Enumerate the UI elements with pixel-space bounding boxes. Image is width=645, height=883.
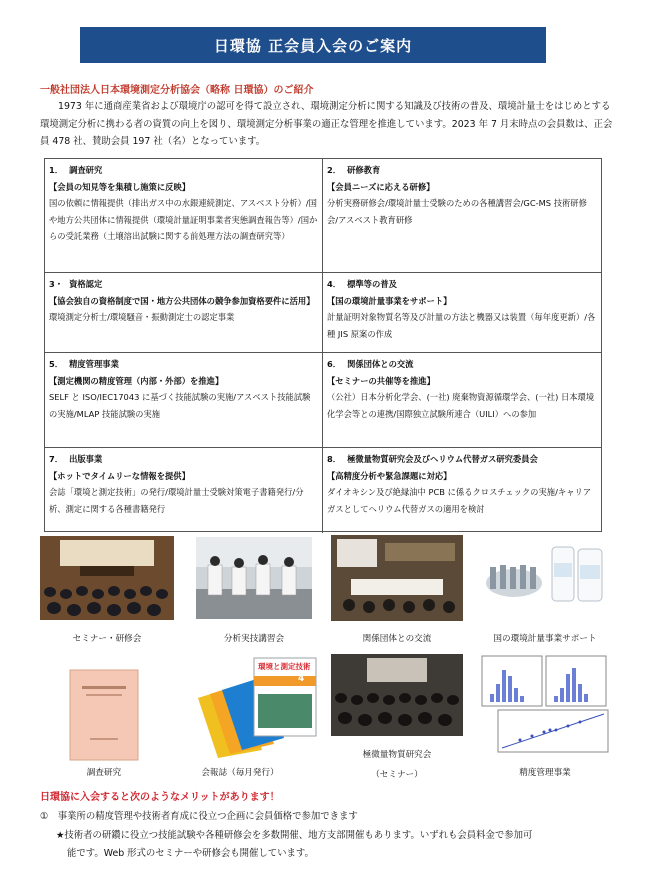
activity-title: 出版事業 xyxy=(69,454,103,464)
activity-number: 3・ xyxy=(49,279,64,289)
activity-body: 分析実務研修会/環境計量士受験のための各種講習会/GC-MS 技術研修会/アスベスト教育研修 xyxy=(327,198,587,225)
caption-exchange: 関係団体との交流 xyxy=(362,634,432,644)
intro-body: 1973 年に通商産業省および環境庁の認可を得て設立され、環境測定分析に関する知識及び技術の普及、環境計量士をはじめとする環境測定分析に携わる者の資質の向上を図り、環境測定分析事業の適正な管理を推進しています。2023 年 7 月末時点の会員数は、正会員 478 社、賛助会員 197 社（名）となっています。 xyxy=(40,101,613,147)
caption-trace-1: 極微量物質研究会 xyxy=(362,750,432,760)
activity-subtitle: 【協会独自の資格制度で国・地方公共団体の競争参加資格要件に活用】 xyxy=(49,295,315,306)
trace-seminar-photo xyxy=(331,654,463,736)
caption-journal: 会報誌（毎月発行） xyxy=(201,768,279,778)
activity-title: 極微量物質研究会及びヘリウム代替ガス研究委員会 xyxy=(347,454,538,464)
research-report-image xyxy=(68,668,140,762)
activity-title: 関係団体との交流 xyxy=(347,359,414,369)
national-photo xyxy=(482,537,606,607)
activity-number: 7． xyxy=(49,454,64,464)
activity-cell-7 xyxy=(45,448,323,533)
benefit-detail-line-1: ★技術者の研鑽に役立つ技能試験や各種研修会を多数開催、地方支部開催もあります。いずれも会員料金で参加可 xyxy=(56,830,533,841)
activity-body: 会誌「環境と測定技術」の発行/環境計量士受験対策電子書籍発行/分析、測定に関する各種書籍発行 xyxy=(49,487,304,514)
activity-body: 国の依頼に情報提供（排出ガス中の水銀連続測定、アスベスト分析）/国や地方公共団体に情報提供（環境計量証明事業者実態調査報告等）/国からの受託業務（土壌溶出試験に関する前処理方法の調査研究等） xyxy=(49,198,318,241)
journal-cover-number: 4 xyxy=(298,674,305,684)
activity-title: 研修教育 xyxy=(347,165,381,175)
activity-cell-1 xyxy=(45,159,323,273)
quality-charts-image xyxy=(480,654,610,754)
activity-number: 5． xyxy=(49,359,64,369)
activity-number: 2． xyxy=(327,165,342,175)
activity-title: 標準等の普及 xyxy=(347,279,397,289)
caption-quality: 精度管理事業 xyxy=(519,768,571,778)
activity-subtitle: 【測定機関の精度管理（内部・外部）を推進】 xyxy=(49,375,224,386)
caption-seminar: セミナー・研修会 xyxy=(72,634,142,644)
seminar-photo xyxy=(40,536,174,620)
benefits-heading: 日環協に入会すると次のようなメリットがあります！ xyxy=(40,792,280,803)
caption-national: 国の環境計量事業サポート xyxy=(493,634,597,644)
activity-subtitle: 【高精度分析や緊急課題に対応】 xyxy=(327,470,452,481)
activity-body: ダイオキシン及び絶縁油中 PCB に係るクロスチェックの実施/キャリアガスとしてヘリウム代替ガスの適用を検討 xyxy=(327,487,592,514)
activity-title: 資格認定 xyxy=(69,279,103,289)
activity-title: 精度管理事業 xyxy=(69,359,119,369)
intro-heading: 一般社団法人日本環境測定分析協会（略称 日環協）のご紹介 xyxy=(40,85,314,96)
activity-body: （公社）日本分析化学会、(一社) 廃棄物資源循環学会、(一社) 日本環境化学会等との連携/国際独立試験所連合（UILI）への参加 xyxy=(327,392,595,419)
activity-cell-2 xyxy=(323,159,601,273)
activity-subtitle: 【会員の知見等を集積し施策に反映】 xyxy=(49,181,191,192)
activity-number: 1． xyxy=(49,165,64,175)
caption-research: 調査研究 xyxy=(86,768,122,778)
caption-trace-2: （セミナー） xyxy=(371,770,423,780)
practical-photo xyxy=(196,537,312,619)
benefit-item-1: ① 事業所の精度管理や技術者育成に役立つ企画に会員価格で参加できます xyxy=(40,811,358,822)
page-title: 日環協 正会員入会のご案内 xyxy=(80,27,546,63)
activity-cell-4 xyxy=(323,273,601,353)
journal-image xyxy=(190,654,326,758)
activity-number: 4． xyxy=(327,279,342,289)
journal-cover-title: 環境と測定技術 xyxy=(258,662,311,671)
activity-cell-3 xyxy=(45,273,323,353)
activity-subtitle: 【ホットでタイムリーな情報を提供】 xyxy=(49,470,190,481)
exchange-photo xyxy=(331,535,463,621)
activity-cell-5 xyxy=(45,353,323,448)
benefit-detail-line-2: 能です。Web 形式のセミナーや研修会も開催しています。 xyxy=(67,848,314,859)
activity-body: 計量証明対象物質名等及び計量の方法と機器又は装置（毎年度更新）/各種 JIS 原案の作成 xyxy=(327,312,596,339)
caption-practical: 分析実技講習会 xyxy=(223,634,285,644)
activity-subtitle: 【会員ニーズに応える研修】 xyxy=(327,181,435,192)
activity-cell-8 xyxy=(323,448,601,533)
activity-number: 6． xyxy=(327,359,342,369)
activity-subtitle: 【国の環境計量事業をサポート】 xyxy=(327,295,452,306)
activity-subtitle: 【セミナーの共催等を推進】 xyxy=(327,375,435,386)
activity-number: 8． xyxy=(327,454,342,464)
benefit-detail xyxy=(56,827,616,863)
activity-body: SELF と ISO/IEC17043 に基づく技能試験の実施/アスベスト技能試験の実施/MLAP 技能試験の実施 xyxy=(49,392,311,419)
activity-cell-6 xyxy=(323,353,601,448)
activity-body: 環境測定分析士/環境騒音・振動測定士の認定事業 xyxy=(49,312,235,322)
activities-table xyxy=(44,158,602,532)
activity-title: 調査研究 xyxy=(69,165,103,175)
